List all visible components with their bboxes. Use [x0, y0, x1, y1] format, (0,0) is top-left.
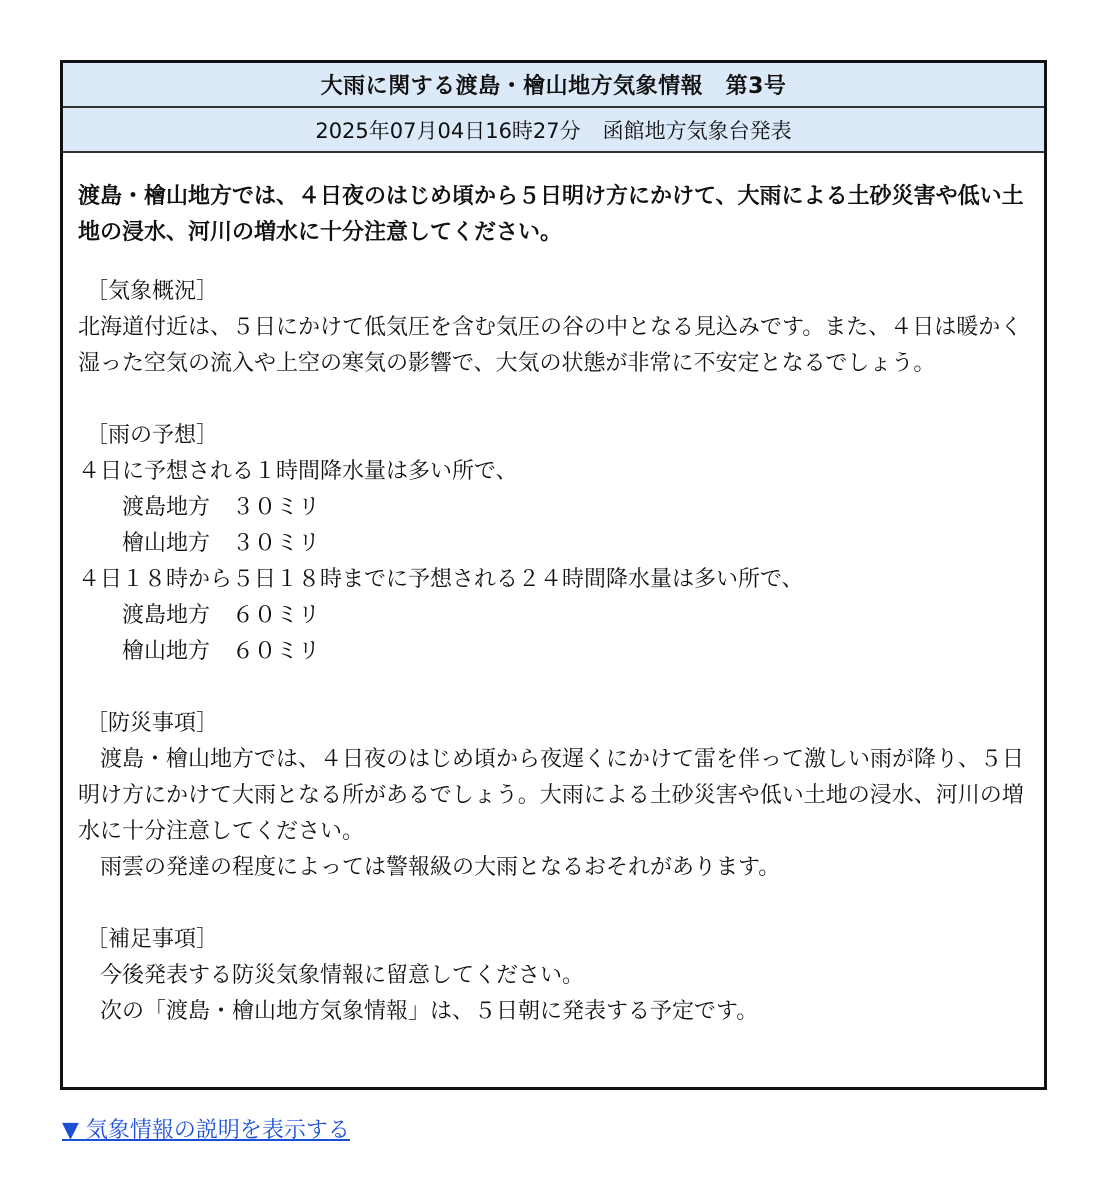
section-title-rain-forecast: ［雨の予想］	[86, 423, 219, 448]
supplementary-text: 今後発表する防災気象情報に留意してください。	[78, 963, 585, 988]
weather-info-panel	[60, 60, 1047, 1090]
disaster-prevention-warning: 雨雲の発達の程度によっては警報級の大雨となるおそれがあります。	[78, 855, 781, 880]
rain-24hour-row	[78, 598, 1030, 634]
headline-summary: 渡島・檜山地方では、４日夜のはじめ頃から５日明け方にかけて、大雨による土砂災害や低い土地の浸水、河川の増水に十分注意してください。	[78, 184, 1024, 245]
show-explanation-link[interactable]: ▼ 気象情報の説明を表示する	[62, 1118, 350, 1143]
area-name: 檜山地方	[122, 639, 211, 664]
area-name: 檜山地方	[122, 531, 211, 556]
rain-24hour-intro: ４日１８時から５日１８時までに予想される２４時間降水量は多い所で、	[78, 567, 804, 592]
overview-text: 北海道付近は、５日にかけて低気圧を含む気圧の谷の中となる見込みです。また、４日は暖かく湿った空気の流入や上空の寒気の影響で、大気の状態が非常に不安定となるでしょう。	[78, 315, 1023, 376]
rain-amount: ３０ミリ	[232, 531, 321, 556]
bulletin-body	[63, 153, 1044, 1030]
rain-24hour-row	[78, 634, 1030, 670]
area-name: 渡島地方	[122, 495, 211, 520]
rain-amount: ３０ミリ	[232, 495, 321, 520]
supplementary-next-issue: 次の「渡島・檜山地方気象情報」は、５日朝に発表する予定です。	[78, 999, 759, 1024]
rain-amount: ６０ミリ	[232, 603, 321, 628]
rain-1hour-intro: ４日に予想される１時間降水量は多い所で、	[78, 459, 518, 484]
rain-amount: ６０ミリ	[232, 639, 321, 664]
issued-info	[63, 108, 1044, 153]
bulletin-title: 大雨に関する渡島・檜山地方気象情報 第3号	[63, 63, 1044, 108]
rain-1hour-row	[78, 526, 1030, 562]
section-title-overview: ［気象概況］	[86, 279, 219, 304]
section-title-disaster-prevention: ［防災事項］	[86, 711, 219, 736]
issuer: 函館地方気象台発表	[602, 118, 792, 143]
rain-1hour-row	[78, 490, 1030, 526]
issued-datetime: 2025年07月04日16時27分	[315, 118, 581, 143]
section-title-supplementary: ［補足事項］	[86, 927, 219, 952]
disaster-prevention-text: 渡島・檜山地方では、４日夜のはじめ頃から夜遅くにかけて雷を伴って激しい雨が降り、５日明け方にかけて大雨となる所があるでしょう。大雨による土砂災害や低い土地の浸水、河川の増水に十分注意してください。	[78, 747, 1025, 844]
area-name: 渡島地方	[122, 603, 211, 628]
